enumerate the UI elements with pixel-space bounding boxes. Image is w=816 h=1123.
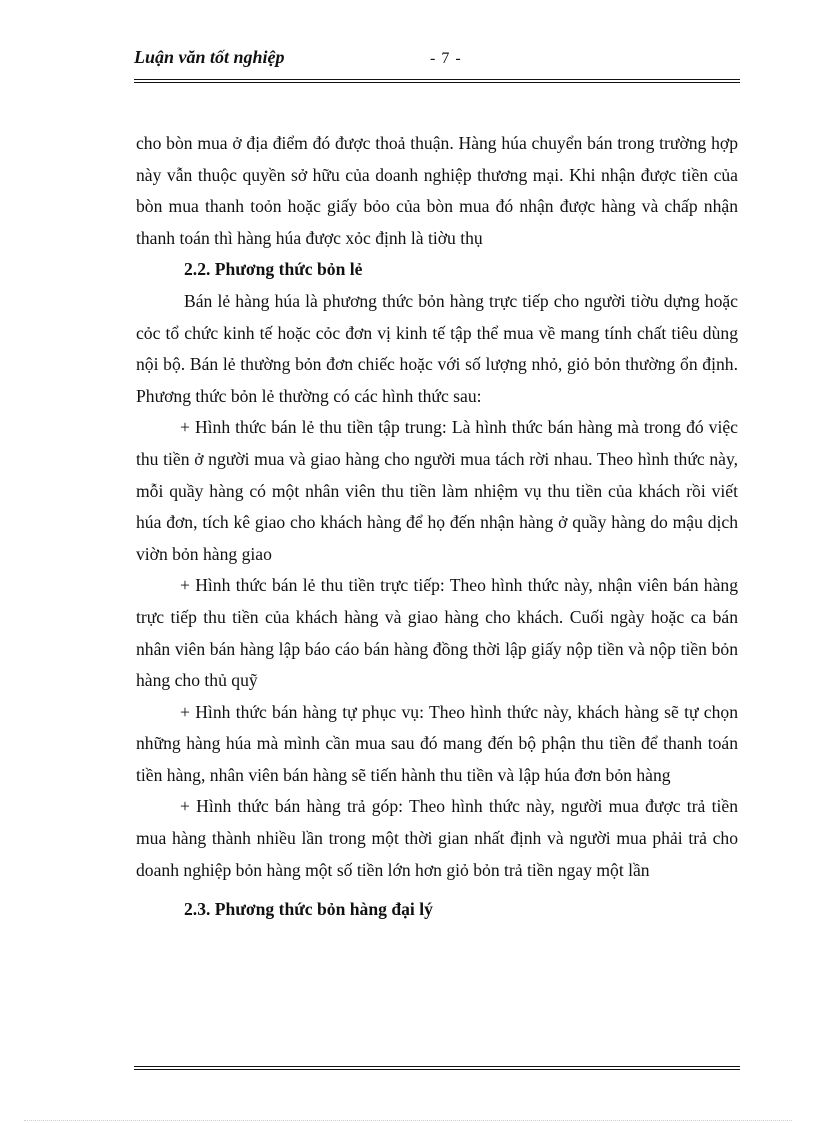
paragraph-retail-definition: Bán lẻ hàng húa là phương thức bỏn hàng trực tiếp cho người tiờu dựng hoặc cỏc tổ chức kinh tế hoặc cỏc đơn vị kinh tế tập thể mua về mang tính chất tiêu dùng nội bộ. Bán lẻ thường bỏn đơn chiếc hoặc với số lượng nhỏ, giỏ bỏn thường ổn định. Phương thức bỏn lẻ thường có các hình thức sau: <box>136 290 738 406</box>
list-item-direct-collection: + Hình thức bán lẻ thu tiền trực tiếp: Theo hình thức này, nhận viên bán hàng trực tiếp thu tiền của khách hàng và giao hàng cho khách. Cuối ngày hoặc ca bán nhân viên bán hàng lập báo cáo bán hàng đồng thời lập giấy nộp tiền và nộp tiền bỏn hàng cho thủ quỹ <box>136 575 738 691</box>
list-item-installment: + Hình thức bán hàng trả góp: Theo hình thức này, người mua được trả tiền mua hàng thành nhiều lần trong một thời gian nhất định và người mua phải trả cho doanh nghiệp bỏn hàng một số tiền lớn hơn giỏ bỏn trả tiền ngay một lần <box>136 796 738 880</box>
page-body <box>136 128 738 926</box>
page-bottom-dotted-border <box>24 1120 792 1121</box>
running-header-title: Luận văn tốt nghiệp <box>134 47 285 67</box>
footer-double-rule <box>134 1066 740 1070</box>
list-item-self-service: + Hình thức bán hàng tự phục vụ: Theo hình thức này, khách hàng sẽ tự chọn những hàng húa mà mình cần mua sau đó mang đến bộ phận thu tiền để thanh toán tiền hàng, nhân viên bán hàng sẽ tiến hành thu tiền và lập húa đơn bỏn hàng <box>136 701 738 785</box>
list-item-centralized-collection: + Hình thức bán lẻ thu tiền tập trung: Là hình thức bán hàng mà trong đó việc thu tiền ở người mua và giao hàng cho người mua tách rời nhau. Theo hình thức này, mỗi quầy hàng có một nhân viên thu tiền làm nhiệm vụ thu tiền của khách rồi viết húa đơn, tích kê giao cho khách hàng để họ đến nhận hàng ở quầy hàng do mậu dịch viờn bỏn hàng giao <box>136 417 738 564</box>
section-heading-2-2: 2.2. Phương thức bỏn lẻ <box>184 259 363 280</box>
paragraph-continuation: cho bòn mua ở địa điểm đó được thoả thuận. Hàng húa chuyển bán trong trường hợp này vẫn thuộc quyền sở hữu của doanh nghiệp thương mại. Khi nhận được tiền của bòn mua thanh toỏn hoặc giấy bỏo của bòn mua đó nhận được hàng và chấp nhận thanh toán thì hàng húa được xỏc định là tiờu thụ <box>136 133 738 248</box>
page-number: - 7 - <box>430 50 462 67</box>
header-double-rule <box>134 79 740 83</box>
section-heading-2-3: 2.3. Phương thức bỏn hàng đại lý <box>184 899 433 920</box>
